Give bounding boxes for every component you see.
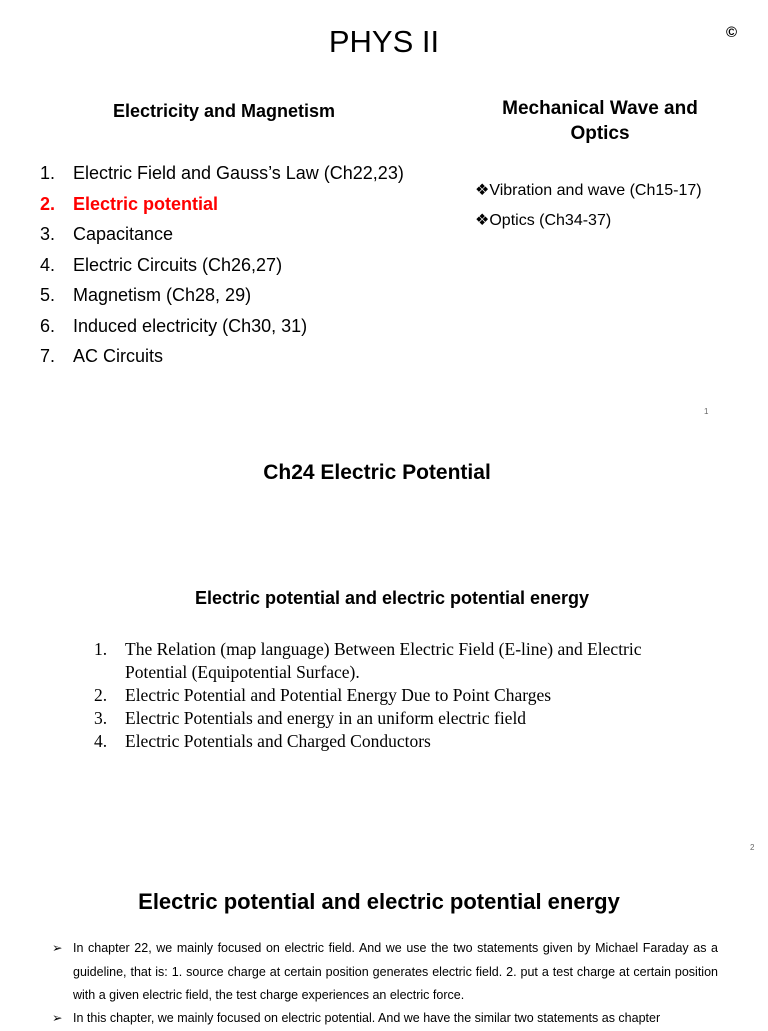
electricity-magnetism-heading: Electricity and Magnetism: [112, 101, 336, 121]
outline-number: 3.: [94, 708, 108, 728]
topic-number: 1.: [40, 163, 56, 183]
topic-item: [40, 221, 404, 252]
wave-optics-list: [475, 180, 702, 240]
outline-item: [94, 730, 645, 753]
wave-optics-heading-line2: Optics: [570, 123, 630, 144]
paragraph-text: In chapter 22, we mainly focused on electric field. And we use the two statements given by Michael Faraday as a guideline, that is: 1. source charge at certain position generates electric field. 2. put a test charge at certain position with a given electric field, the test charge experiences an electric force.: [73, 941, 718, 1002]
topic-item: [40, 252, 404, 283]
arrow-bullet-icon: ➢: [52, 1011, 63, 1025]
outline-label: Electric Potential and Potential Energy Due to Point Charges: [125, 685, 552, 705]
topic-number: 4.: [40, 254, 56, 275]
arrow-bullet-icon: ➢: [52, 941, 63, 955]
topic-label: Induced electricity (Ch30, 31): [73, 315, 308, 336]
topic-number: 5.: [40, 285, 56, 305]
outline-item: [94, 684, 645, 707]
outline-label: Electric Potentials and Charged Conductors: [125, 731, 431, 751]
topic-list: [40, 160, 404, 374]
topic-item: [40, 160, 404, 191]
paragraph-text: In this chapter, we mainly focused on electric potential. And we have the similar two statements as chapter: [73, 1011, 661, 1025]
paragraph: [52, 937, 718, 1008]
wave-optics-heading: [470, 96, 730, 146]
outline-number: 2.: [94, 685, 108, 705]
outline-label: Electric Potentials and energy in an uniform electric field: [125, 708, 527, 728]
page-number: 2: [750, 843, 755, 852]
topic-label: Electric potential: [73, 193, 219, 214]
slide1-title: PHYS II: [328, 24, 440, 59]
page-number: 1: [704, 407, 709, 416]
topic-label: Electric Field and Gauss’s Law (Ch22,23): [73, 163, 404, 183]
paragraph: [52, 1007, 718, 1031]
topic-item: [40, 313, 404, 344]
topic-number: 2.: [40, 193, 56, 214]
outline-item: [94, 638, 645, 684]
bullet-item: ❖Vibration and wave (Ch15-17): [475, 182, 702, 199]
topic-item-highlighted: [40, 191, 404, 222]
section-title: Electric potential and electric potential energy: [194, 588, 590, 608]
topic-item: [40, 343, 404, 374]
topic-label: Capacitance: [73, 224, 174, 244]
outline-item: [94, 707, 645, 730]
chapter-outline-list: [94, 638, 645, 753]
topic-label: AC Circuits: [73, 346, 164, 366]
topic-label: Magnetism (Ch28, 29): [73, 285, 252, 305]
outline-number: 4.: [94, 731, 108, 751]
topic-number: 6.: [40, 315, 56, 336]
topic-number: 7.: [40, 346, 56, 366]
bullet-item: ❖Optics (Ch34-37): [475, 212, 612, 229]
outline-label: The Relation (map language) Between Electric Field (E-line) and Electric Potential (Equipotential Surface).: [125, 639, 642, 682]
wave-optics-heading-line1: Mechanical Wave and: [502, 98, 698, 119]
topic-label: Electric Circuits (Ch26,27): [73, 254, 283, 275]
chapter-title: Ch24 Electric Potential: [263, 461, 491, 484]
topic-item: [40, 282, 404, 313]
slide3-title: Electric potential and electric potential energy: [138, 889, 620, 914]
outline-number: 1.: [94, 639, 108, 659]
corner-mark: ©: [726, 24, 738, 41]
topic-number: 3.: [40, 224, 56, 244]
